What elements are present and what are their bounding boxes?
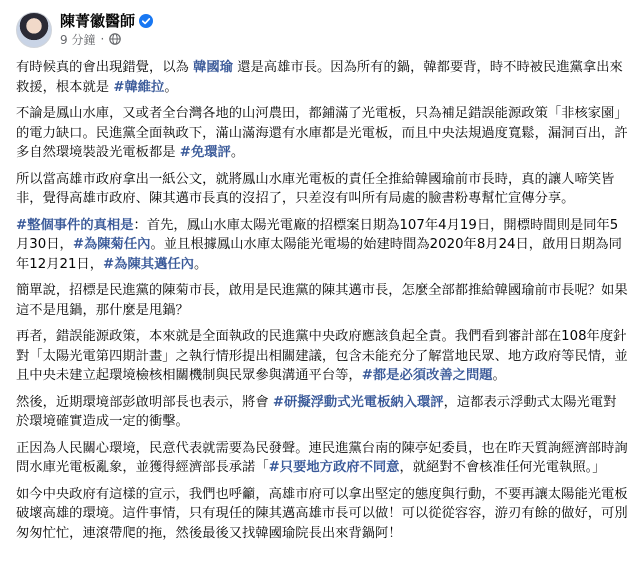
- paragraph-text: ，這都表示浮動式太陽光電對於環境確實造成一定的衝擊。: [16, 394, 617, 429]
- hashtag-link[interactable]: #整個事件的真相是: [16, 217, 134, 233]
- paragraph-text: 。: [193, 256, 208, 272]
- hashtag-link[interactable]: #韓維拉: [113, 79, 165, 95]
- post-paragraph: [16, 485, 628, 544]
- author-name[interactable]: 陳菁徽醫師: [60, 11, 136, 30]
- post-paragraph: [16, 216, 628, 275]
- post-paragraph: [16, 327, 628, 386]
- paragraph-text: 如今中央政府有這樣的宣示，我們也呼籲，高雄市府可以拿出堅定的態度與行動，不要再讓太陽能光電板破壞高雄的環境。這件事情，只有現任的陳其邁高雄市長可以做！可以從從容容，游刃有餘的做好，可別匆匆忙忙，連滾帶爬的拖，然後最後又找韓國瑜院長出來背鍋阿！: [16, 486, 628, 541]
- post-paragraph: [16, 439, 628, 478]
- globe-icon[interactable]: [109, 33, 121, 45]
- paragraph-text: 。並且根據鳳山水庫太陽能光電場的始建時間為2020年8月24日，啟用日期為同年12月21日，: [16, 237, 622, 272]
- paragraph-text: 再者，錯誤能源政策，本來就是全面執政的民進黨中央政府應該負起全責。我們看到審計部在108年度針對「太陽光電第四期計畫」之執行情形提出相關建議，包含未能充分了解當地民眾、地方政府等民情，並且中央未建立起環境檢核相關機制與民眾參與溝通平台等，: [16, 329, 628, 383]
- hashtag-link[interactable]: #研擬浮動式光電板納入環評: [272, 394, 444, 410]
- paragraph-text: ：首先，鳳山水庫太陽光電廠的招標案日期為107年4月19日，開標時間則是同年5月30日，: [16, 217, 619, 252]
- hashtag-link[interactable]: #為陳其邁任內: [103, 256, 194, 272]
- post-paragraph: [16, 281, 628, 320]
- hashtag-link[interactable]: #都是必須改善之問題: [361, 368, 493, 383]
- verified-badge-icon: [139, 13, 153, 27]
- post-paragraph: [16, 104, 628, 163]
- post-header: [0, 0, 640, 56]
- paragraph-text: 有時候真的會出現錯覺，以為: [16, 60, 194, 75]
- paragraph-text: 。: [230, 145, 245, 160]
- post-paragraph: [16, 170, 628, 209]
- hashtag-link[interactable]: #只要地方政府不同意: [268, 460, 400, 475]
- paragraph-text: 不論是鳳山水庫，又或者全台灣各地的山河農田，都鋪滿了光電板，只為補足錯誤能源政策「非核家園」的電力缺口。民進黨全面執政下，滿山滿海還有水庫都是光電板，而且中央法規過度寬鬆，漏洞百出，許多自然環境裝設光電板都是: [16, 106, 628, 160]
- profile-mention-link[interactable]: 韓國瑜: [193, 60, 233, 75]
- hashtag-link[interactable]: #免環評: [179, 145, 231, 160]
- paragraph-text: 。: [164, 79, 178, 95]
- paragraph-text: 簡單說，招標是民進黨的陳菊市長，啟用是民進黨的陳其邁市長，怎麼全部都推給韓國瑜前市長呢？如果這不是甩鍋，那什麼是甩鍋？: [16, 283, 628, 318]
- paragraph-text: 然後，近期環境部彭啟明部長也表示，將會: [16, 394, 273, 410]
- post-timestamp[interactable]: 9 分鐘: [60, 32, 96, 47]
- avatar[interactable]: [16, 12, 52, 48]
- post-meta: [60, 31, 121, 47]
- post-paragraph: [16, 58, 628, 97]
- post-paragraph: [16, 393, 628, 432]
- paragraph-text: 。: [492, 368, 506, 383]
- paragraph-text: ，就絕對不會核准任何光電執照。」: [399, 460, 606, 475]
- post-body: [16, 58, 628, 550]
- meta-separator: ·: [100, 32, 105, 46]
- author-row: [60, 9, 153, 31]
- paragraph-text: 正因為人民關心環境，民意代表就需要為民發聲。連民進黨台南的陳亭妃委員，也在昨天質詢經濟部時詢問水庫光電板亂象，並獲得經濟部長承諾「: [16, 440, 628, 475]
- paragraph-text: 所以當高雄市政府拿出一紙公文，就將鳳山水庫光電板的責任全推給韓國瑜前市長時，真的讓人啼笑皆非，覺得高雄市政府、陳其邁市長真的沒招了，只差沒有叫所有局處的臉書粉專幫忙宣傳分享。: [16, 171, 615, 206]
- paragraph-text: 還是高雄市長。因為所有的鍋，韓都要背，時不時被民進黨拿出來救援，根本就是: [16, 60, 623, 95]
- hashtag-link[interactable]: #為陳菊任內: [72, 237, 151, 252]
